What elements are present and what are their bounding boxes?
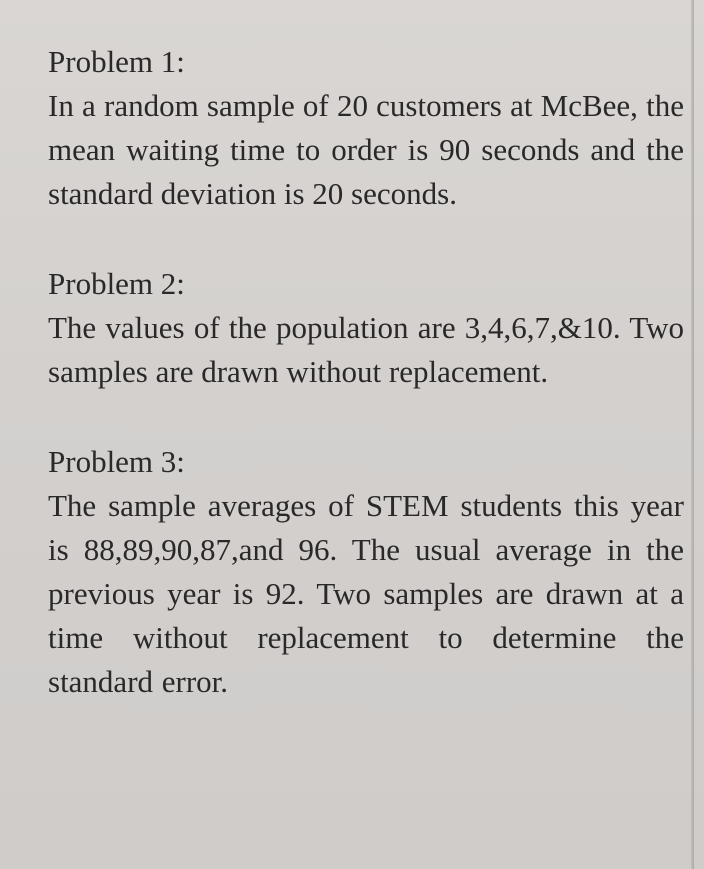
problem-2-text: The values of the population are 3,4,6,7,&10. Two samples are drawn without replacement. (48, 310, 684, 389)
page-edge-shadow (691, 0, 694, 869)
problem-3-text: The sample averages of STEM students this year is 88,89,90,87,and 96. The usual average in the previous year is 92. Two samples are drawn at a time without replacement to determine the standard error. (48, 488, 684, 699)
problem-1-text: In a random sample of 20 customers at McBee, the mean waiting time to order is 90 seconds and the standard deviation is 20 seconds. (48, 88, 684, 211)
problem-3-title: Problem 3: (48, 444, 185, 479)
problem-3 (48, 440, 684, 704)
problem-1-title: Problem 1: (48, 44, 185, 79)
problem-1 (48, 40, 684, 216)
problem-2 (48, 262, 684, 394)
document-page (48, 40, 684, 704)
problem-2-title: Problem 2: (48, 266, 185, 301)
